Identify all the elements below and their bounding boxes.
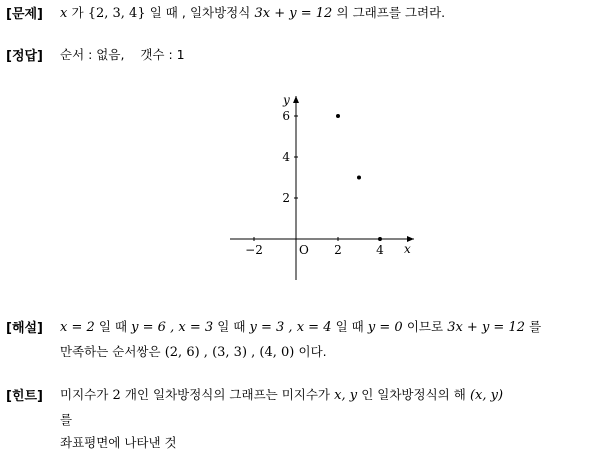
answer-line (60, 45, 185, 63)
problem-equation-type: 일차방정식 (189, 5, 251, 20)
y-tick-label: 2 (282, 191, 290, 205)
answer-count: 갯수 : 1 (140, 47, 185, 62)
hint-text-2: 개인 일차방정식의 그래프는 미지수가 (124, 387, 330, 402)
solution-point (357, 176, 361, 180)
problem-instruction: 그래프를 그려라. (352, 5, 446, 20)
hint-line-2: 를 (60, 412, 73, 427)
explanation-case-2: x = 3 (178, 320, 214, 335)
hint-line-3: 좌표평면에 나타낸 것 (60, 435, 177, 450)
explanation-value-1: y = 6 , (131, 320, 175, 335)
explanation-end: 이다. (298, 344, 327, 359)
problem-tag: [문제] (6, 7, 43, 22)
explanation-case-1: x = 2 (60, 320, 95, 335)
x-axis-label: x (404, 242, 411, 256)
answer-tag: [정답] (6, 49, 43, 64)
problem-line (60, 3, 445, 21)
y-axis-arrow (293, 96, 299, 103)
explanation-when-1: 일 때 (98, 319, 128, 334)
x-tick-label: −2 (245, 243, 263, 257)
problem-particle: 가 (71, 5, 84, 20)
hint-text-1: 미지수가 (60, 387, 109, 402)
explanation-value-2: y = 3 , (249, 320, 293, 335)
problem-variable: x (60, 6, 68, 21)
explanation-line-2 (60, 342, 327, 360)
explanation-case-3: x = 4 (296, 320, 332, 335)
hint-variables: x, y (334, 388, 358, 403)
hint-text-3: 인 일차방정식의 해 (361, 387, 466, 402)
hint-number: 2 (112, 388, 121, 403)
problem-condition: 일 때 , (149, 5, 186, 20)
y-tick-label: 4 (282, 150, 290, 164)
explanation-object-particle: 를 (529, 319, 542, 334)
explanation-when-3: 일 때 (335, 319, 364, 334)
problem-set: {2, 3, 4} (87, 6, 146, 21)
solution-point (336, 114, 340, 118)
origin-label: O (299, 243, 309, 257)
hint-line-1 (60, 385, 503, 403)
x-tick-label: 2 (334, 243, 342, 257)
explanation-when-2: 일 때 (217, 319, 246, 334)
problem-equation: 3x + y = 12 (254, 6, 333, 21)
hint-tag: [힌트] (6, 389, 43, 404)
explanation-satisfy: 만족하는 순서쌍은 (60, 344, 161, 359)
coordinate-graph (228, 90, 428, 290)
answer-order: 순서 : 없음, (60, 47, 125, 62)
x-tick-label: 4 (376, 243, 384, 257)
explanation-equation: 3x + y = 12 (447, 320, 525, 335)
explanation-pairs: (2, 6) , (3, 3) , (4, 0) (164, 345, 295, 360)
problem-possessive: 의 (336, 5, 349, 20)
y-tick-label: 6 (282, 109, 290, 123)
hint-pair: (x, y) (469, 388, 504, 403)
explanation-value-3: y = 0 (367, 320, 403, 335)
y-axis-label: y (283, 93, 290, 107)
explanation-therefore: 이므로 (406, 319, 444, 334)
explanation-line-1 (60, 317, 541, 335)
explanation-tag: [해설] (6, 321, 43, 336)
solution-point (378, 237, 382, 241)
